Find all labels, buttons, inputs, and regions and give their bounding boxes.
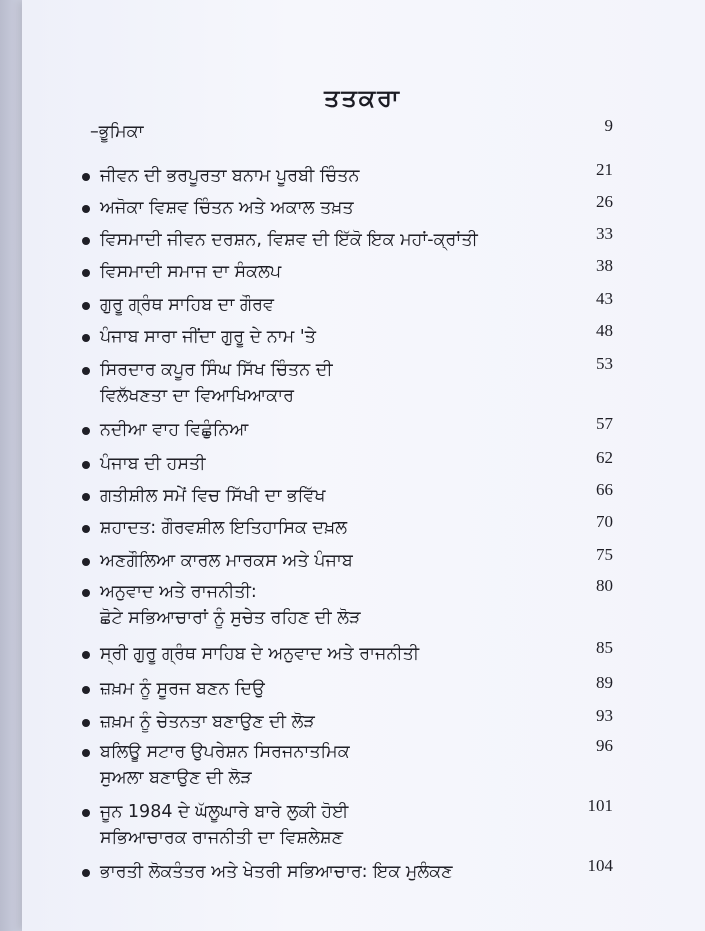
toc-page-number: 70 <box>596 512 613 531</box>
toc-page-number: 33 <box>596 224 613 243</box>
toc-entry-title <box>100 516 570 542</box>
toc-entry-title <box>100 740 570 792</box>
toc-entry-line: ਸਭਿਆਚਾਰਕ ਰਾਜਨੀਤੀ ਦਾ ਵਿਸ਼ਲੇਸ਼ਣ <box>100 828 343 848</box>
bullet-icon <box>82 205 90 213</box>
toc-entry-title <box>100 549 570 575</box>
toc-entry-line: ਸੁਅਲਾ ਬਣਾਉਣ ਦੀ ਲੋੜ <box>100 768 252 788</box>
toc-entry-line: –ਭੂਮਿਕਾ <box>90 122 144 142</box>
toc-entry-line: ਛੋਟੇ ਸਭਿਆਚਾਰਾਂ ਨੂੰ ਸੁਚੇਤ ਰਹਿਣ ਦੀ ਲੋੜ <box>100 608 361 628</box>
toc-entry-line: ਜੀਵਨ ਦੀ ਭਰਪੂਰਤਾ ਬਨਾਮ ਪੂਰਬੀ ਚਿੰਤਨ <box>100 166 360 186</box>
toc-page-number: 43 <box>596 289 613 308</box>
bullet-icon <box>82 237 90 245</box>
bullet-icon <box>82 367 90 375</box>
toc-page-number: 85 <box>596 638 613 657</box>
toc-entry-line: ਪੰਜਾਬ ਸਾਰਾ ਜੀਂਦਾ ਗੁਰੂ ਦੇ ਨਾਮ 'ਤੇ <box>100 327 316 347</box>
toc-page-number: 53 <box>596 354 613 373</box>
toc-entry-line: ਅਜੋਕਾ ਵਿਸ਼ਵ ਚਿੰਤਨ ਅਤੇ ਅਕਾਲ ਤਖ਼ਤ <box>100 198 354 218</box>
toc-entry-title <box>100 196 570 222</box>
bullet-icon <box>82 525 90 533</box>
bullet-icon <box>82 749 90 757</box>
bullet-icon <box>82 686 90 694</box>
toc-entry-title <box>100 325 570 351</box>
toc-page-number: 48 <box>596 321 613 340</box>
bullet-icon <box>82 809 90 817</box>
toc-entry-line: ਪੰਜਾਬ ਦੀ ਹਸਤੀ <box>100 454 206 474</box>
toc-entry-line: ਨਦੀਆ ਵਾਹ ਵਿਛੁੰਨਿਆ <box>100 420 249 440</box>
toc-entry-line: ਬਲਿਊ ਸਟਾਰ ਉਪਰੇਸ਼ਨ ਸਿਰਜਨਾਤਮਿਕ <box>100 742 350 762</box>
toc-entry-title <box>100 293 570 319</box>
toc-entry-line: ਜ਼ਖ਼ਮ ਨੂੰ ਸੂਰਜ ਬਣਨ ਦਿਉ <box>100 679 265 699</box>
toc-entry-line: ਵਿਸਮਾਦੀ ਜੀਵਨ ਦਰਸ਼ਨ, ਵਿਸ਼ਵ ਦੀ ਇੱਕੋ ਇਕ ਮਹਾਂ-ਕ੍ਰਾਂਤੀ <box>100 230 478 250</box>
toc-entry-line: ਵਿਸਮਾਦੀ ਸਮਾਜ ਦਾ ਸੰਕਲਪ <box>100 262 282 282</box>
toc-entry-title <box>100 484 570 510</box>
toc-entry-title <box>100 860 570 886</box>
toc-entry-title <box>100 452 570 478</box>
toc-entry-line: ਜੂਨ 1984 ਦੇ ਘੱਲੂਘਾਰੇ ਬਾਰੇ ਲੁਕੀ ਹੋਈ <box>100 802 349 822</box>
toc-page-number: 62 <box>596 448 613 467</box>
toc-entry-title <box>100 358 570 410</box>
bullet-icon <box>82 269 90 277</box>
toc-entry-title <box>100 260 570 286</box>
bullet-icon <box>82 334 90 342</box>
toc-entry-line: ਵਿਲੱਖਣਤਾ ਦਾ ਵਿਆਖਿਆਕਾਰ <box>100 386 295 406</box>
bullet-icon <box>82 302 90 310</box>
bullet-icon <box>82 493 90 501</box>
toc-entry-line: ਗਤੀਸ਼ੀਲ ਸਮੇਂ ਵਿਚ ਸਿੱਖੀ ਦਾ ਭਵਿੱਖ <box>100 486 326 506</box>
toc-page-number: 21 <box>596 160 613 179</box>
toc-page-number: 89 <box>596 673 613 692</box>
toc-entry-title <box>100 580 570 632</box>
toc-entry-line: ਸ਼ਹਾਦਤ: ਗੌਰਵਸ਼ੀਲ ਇਤਿਹਾਸਿਕ ਦਖ਼ਲ <box>100 518 348 538</box>
bullet-icon <box>82 589 90 597</box>
toc-page-number: 26 <box>596 192 613 211</box>
toc-page-number: 57 <box>596 414 613 433</box>
toc-entry-title <box>100 677 570 703</box>
toc-page-number: 66 <box>596 480 613 499</box>
toc-entry-title <box>100 164 570 190</box>
bullet-icon <box>82 651 90 659</box>
toc-page-number: 96 <box>596 736 613 755</box>
toc-page-number: 75 <box>596 545 613 564</box>
toc-entry-title <box>100 418 570 444</box>
toc-page-number: 9 <box>604 116 613 135</box>
toc-entry-title <box>90 120 560 146</box>
toc-entry-title <box>100 228 570 254</box>
toc-page-number: 80 <box>596 576 613 595</box>
bullet-icon <box>82 173 90 181</box>
toc-entry-line: ਸਿਰਦਾਰ ਕਪੂਰ ਸਿੰਘ ਸਿੱਖ ਚਿੰਤਨ ਦੀ <box>100 360 333 380</box>
toc-entry-title <box>100 800 570 852</box>
toc-entry-line: ਭਾਰਤੀ ਲੋਕਤੰਤਰ ਅਤੇ ਖੇਤਰੀ ਸਭਿਆਚਾਰ: ਇਕ ਮੁਲੰਕਣ <box>100 862 453 882</box>
page-title: ਤਤਕਰਾ <box>324 84 401 112</box>
toc-page-number: 101 <box>587 796 613 815</box>
toc-page-number: 104 <box>587 856 613 875</box>
toc-entry-line: ਗੁਰੂ ਗ੍ਰੰਥ ਸਾਹਿਬ ਦਾ ਗੌਰਵ <box>100 295 274 315</box>
toc-entry-line: ਅਨੁਵਾਦ ਅਤੇ ਰਾਜਨੀਤੀ: <box>100 582 257 602</box>
toc-page-number: 38 <box>596 256 613 275</box>
bullet-icon <box>82 558 90 566</box>
toc-entry-line: ਅਣਗੌਲਿਆ ਕਾਰਲ ਮਾਰਕਸ ਅਤੇ ਪੰਜਾਬ <box>100 551 353 571</box>
bullet-icon <box>82 427 90 435</box>
toc-entry-line: ਜ਼ਖ਼ਮ ਨੂੰ ਚੇਤਨਤਾ ਬਣਾਉਣ ਦੀ ਲੋੜ <box>100 712 315 732</box>
toc-entry-line: ਸ੍ਰੀ ਗੁਰੂ ਗ੍ਰੰਥ ਸਾਹਿਬ ਦੇ ਅਨੁਵਾਦ ਅਤੇ ਰਾਜਨੀਤੀ <box>100 644 420 664</box>
bullet-icon <box>82 869 90 877</box>
toc-page-number: 93 <box>596 706 613 725</box>
bullet-icon <box>82 719 90 727</box>
bullet-icon <box>82 461 90 469</box>
toc-entry-title <box>100 710 570 736</box>
toc-entry-title <box>100 642 570 668</box>
